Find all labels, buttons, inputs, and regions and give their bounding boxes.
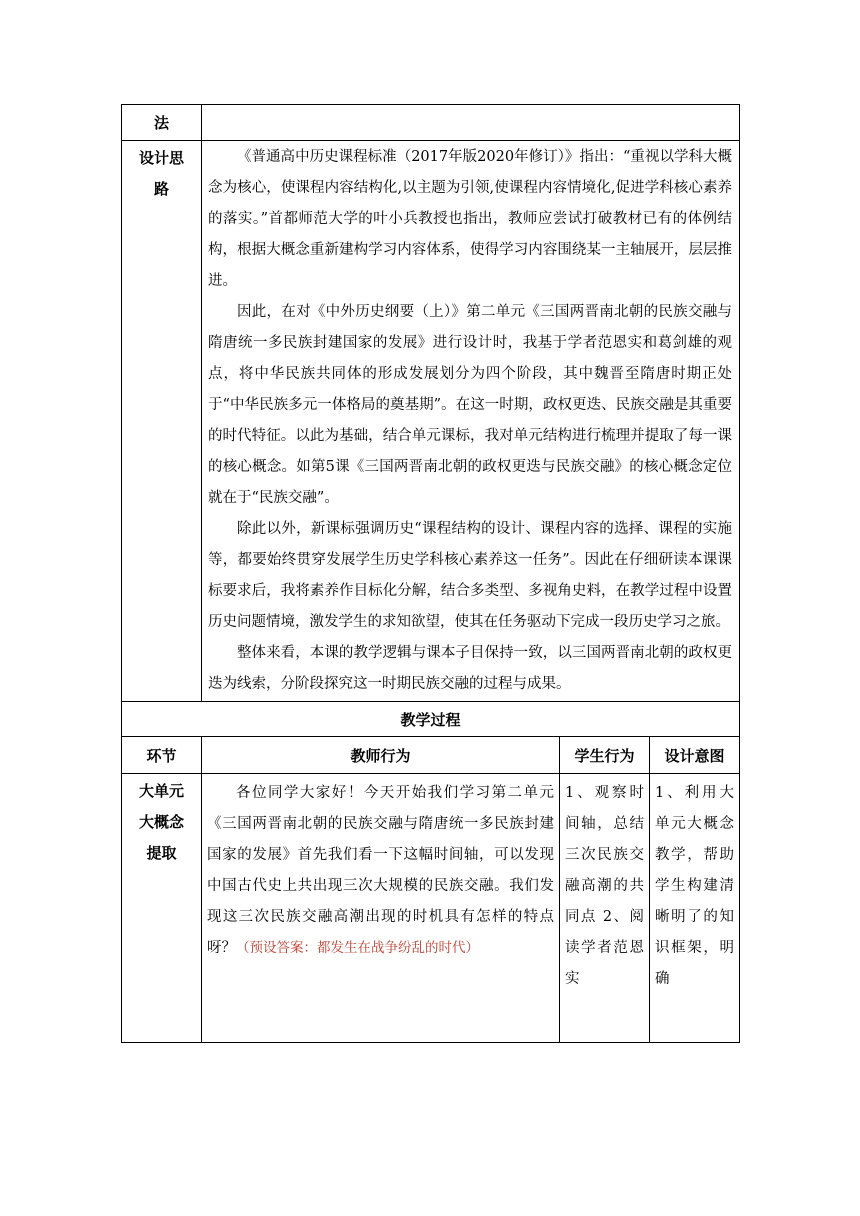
- design-content-cell: [202, 141, 740, 702]
- design-label-line2: 路: [153, 180, 169, 198]
- stage-line2: 大概念: [138, 813, 184, 831]
- table-row: [122, 774, 740, 1043]
- design-label: [122, 141, 202, 702]
- process-title-row: [122, 702, 740, 737]
- header-row: [122, 737, 740, 774]
- lesson-plan-table: [121, 104, 740, 1043]
- teacher-preset-answer: （预设答案：都发生在战争纷乱的时代）: [236, 940, 479, 956]
- teacher-action-main: 各位同学大家好！今天开始我们学习第二单元《三国两晋南北朝的民族交融与隋唐统一多民族封建国家的发展》首先我们看一下这幅时间轴，可以发现中国古代史上共出现三次大规模的民族交融。我们发现这三次民族交融高潮出现的时机具有怎样的特点呀？: [207, 785, 554, 956]
- stage-label: [122, 774, 202, 1043]
- teacher-action-cell: [202, 774, 560, 1043]
- design-paragraph-3: 除此以外，新课标强调历史“课程结构的设计、课程内容的选择、课程的实施等，都要始终贯穿发展学生历史学科核心素养这一任务”。因此在仔细研读本课课标要求后，我将素养作目标化分解，结合多类型、多视角史料，在教学过程中设置历史问题情境，激发学生的求知欲望，使其在任务驱动下完成一段历史学习之旅。: [208, 521, 733, 630]
- design-label-line1: 设计思: [138, 149, 184, 167]
- header-stage: 环节: [122, 737, 202, 774]
- student-action-text: 1、观察时间轴，总结三次民族交融高潮的共同点 2、阅读学者范恩实: [565, 785, 644, 987]
- design-row: [122, 141, 740, 702]
- process-title: 教学过程: [122, 702, 740, 737]
- method-row: [122, 105, 740, 141]
- design-paragraph-4: 整体来看，本课的教学逻辑与课本子目保持一致，以三国两晋南北朝的政权更迭为线索，分阶段探究这一时期民族交融的过程与成果。: [208, 645, 733, 692]
- student-action-cell: [560, 774, 650, 1043]
- design-paragraph-1: 《普通高中历史课程标准（2017年版2020年修订）》指出：“重视以学科大概念为核心，使课程内容结构化,以主题为引领,使课程内容情境化,促进学科核心素养的落实。”首都师范大学的叶小兵教授也指出，教师应尝试打破教材已有的体例结构，根据大概念重新建构学习内容体系，使得学习内容围绕某一主轴展开，层层推进。: [208, 149, 733, 289]
- design-paragraph-2: 因此，在对《中外历史纲要（上）》第二单元《三国两晋南北朝的民族交融与隋唐统一多民族封建国家的发展》进行设计时，我基于学者范恩实和葛剑雄的观点，将中华民族共同体的形成发展划分为四个阶段，其中魏晋至隋唐时期正处于“中华民族多元一体格局的奠基期”。在这一时期，政权更迭、民族交融是其重要的时代特征。以此为基础，结合单元课标，我对单元结构进行梳理并提取了每一课的核心概念。如第5课《三国两晋南北朝的政权更迭与民族交融》的核心概念定位就在于“民族交融”。: [208, 304, 733, 506]
- header-student: 学生行为: [560, 737, 650, 774]
- header-teacher: 教师行为: [202, 737, 560, 774]
- teacher-action-text: [202, 774, 559, 964]
- design-intent-cell: [650, 774, 740, 1043]
- design-intent-text: 1、利用大单元大概念教学，帮助学生构建清晰明了的知识框架，明确: [655, 785, 735, 987]
- method-content-cell: [202, 105, 740, 141]
- stage-line3: 提取: [146, 844, 177, 862]
- header-intent: 设计意图: [650, 737, 740, 774]
- stage-line1: 大单元: [138, 782, 184, 800]
- method-label: 法: [122, 105, 202, 141]
